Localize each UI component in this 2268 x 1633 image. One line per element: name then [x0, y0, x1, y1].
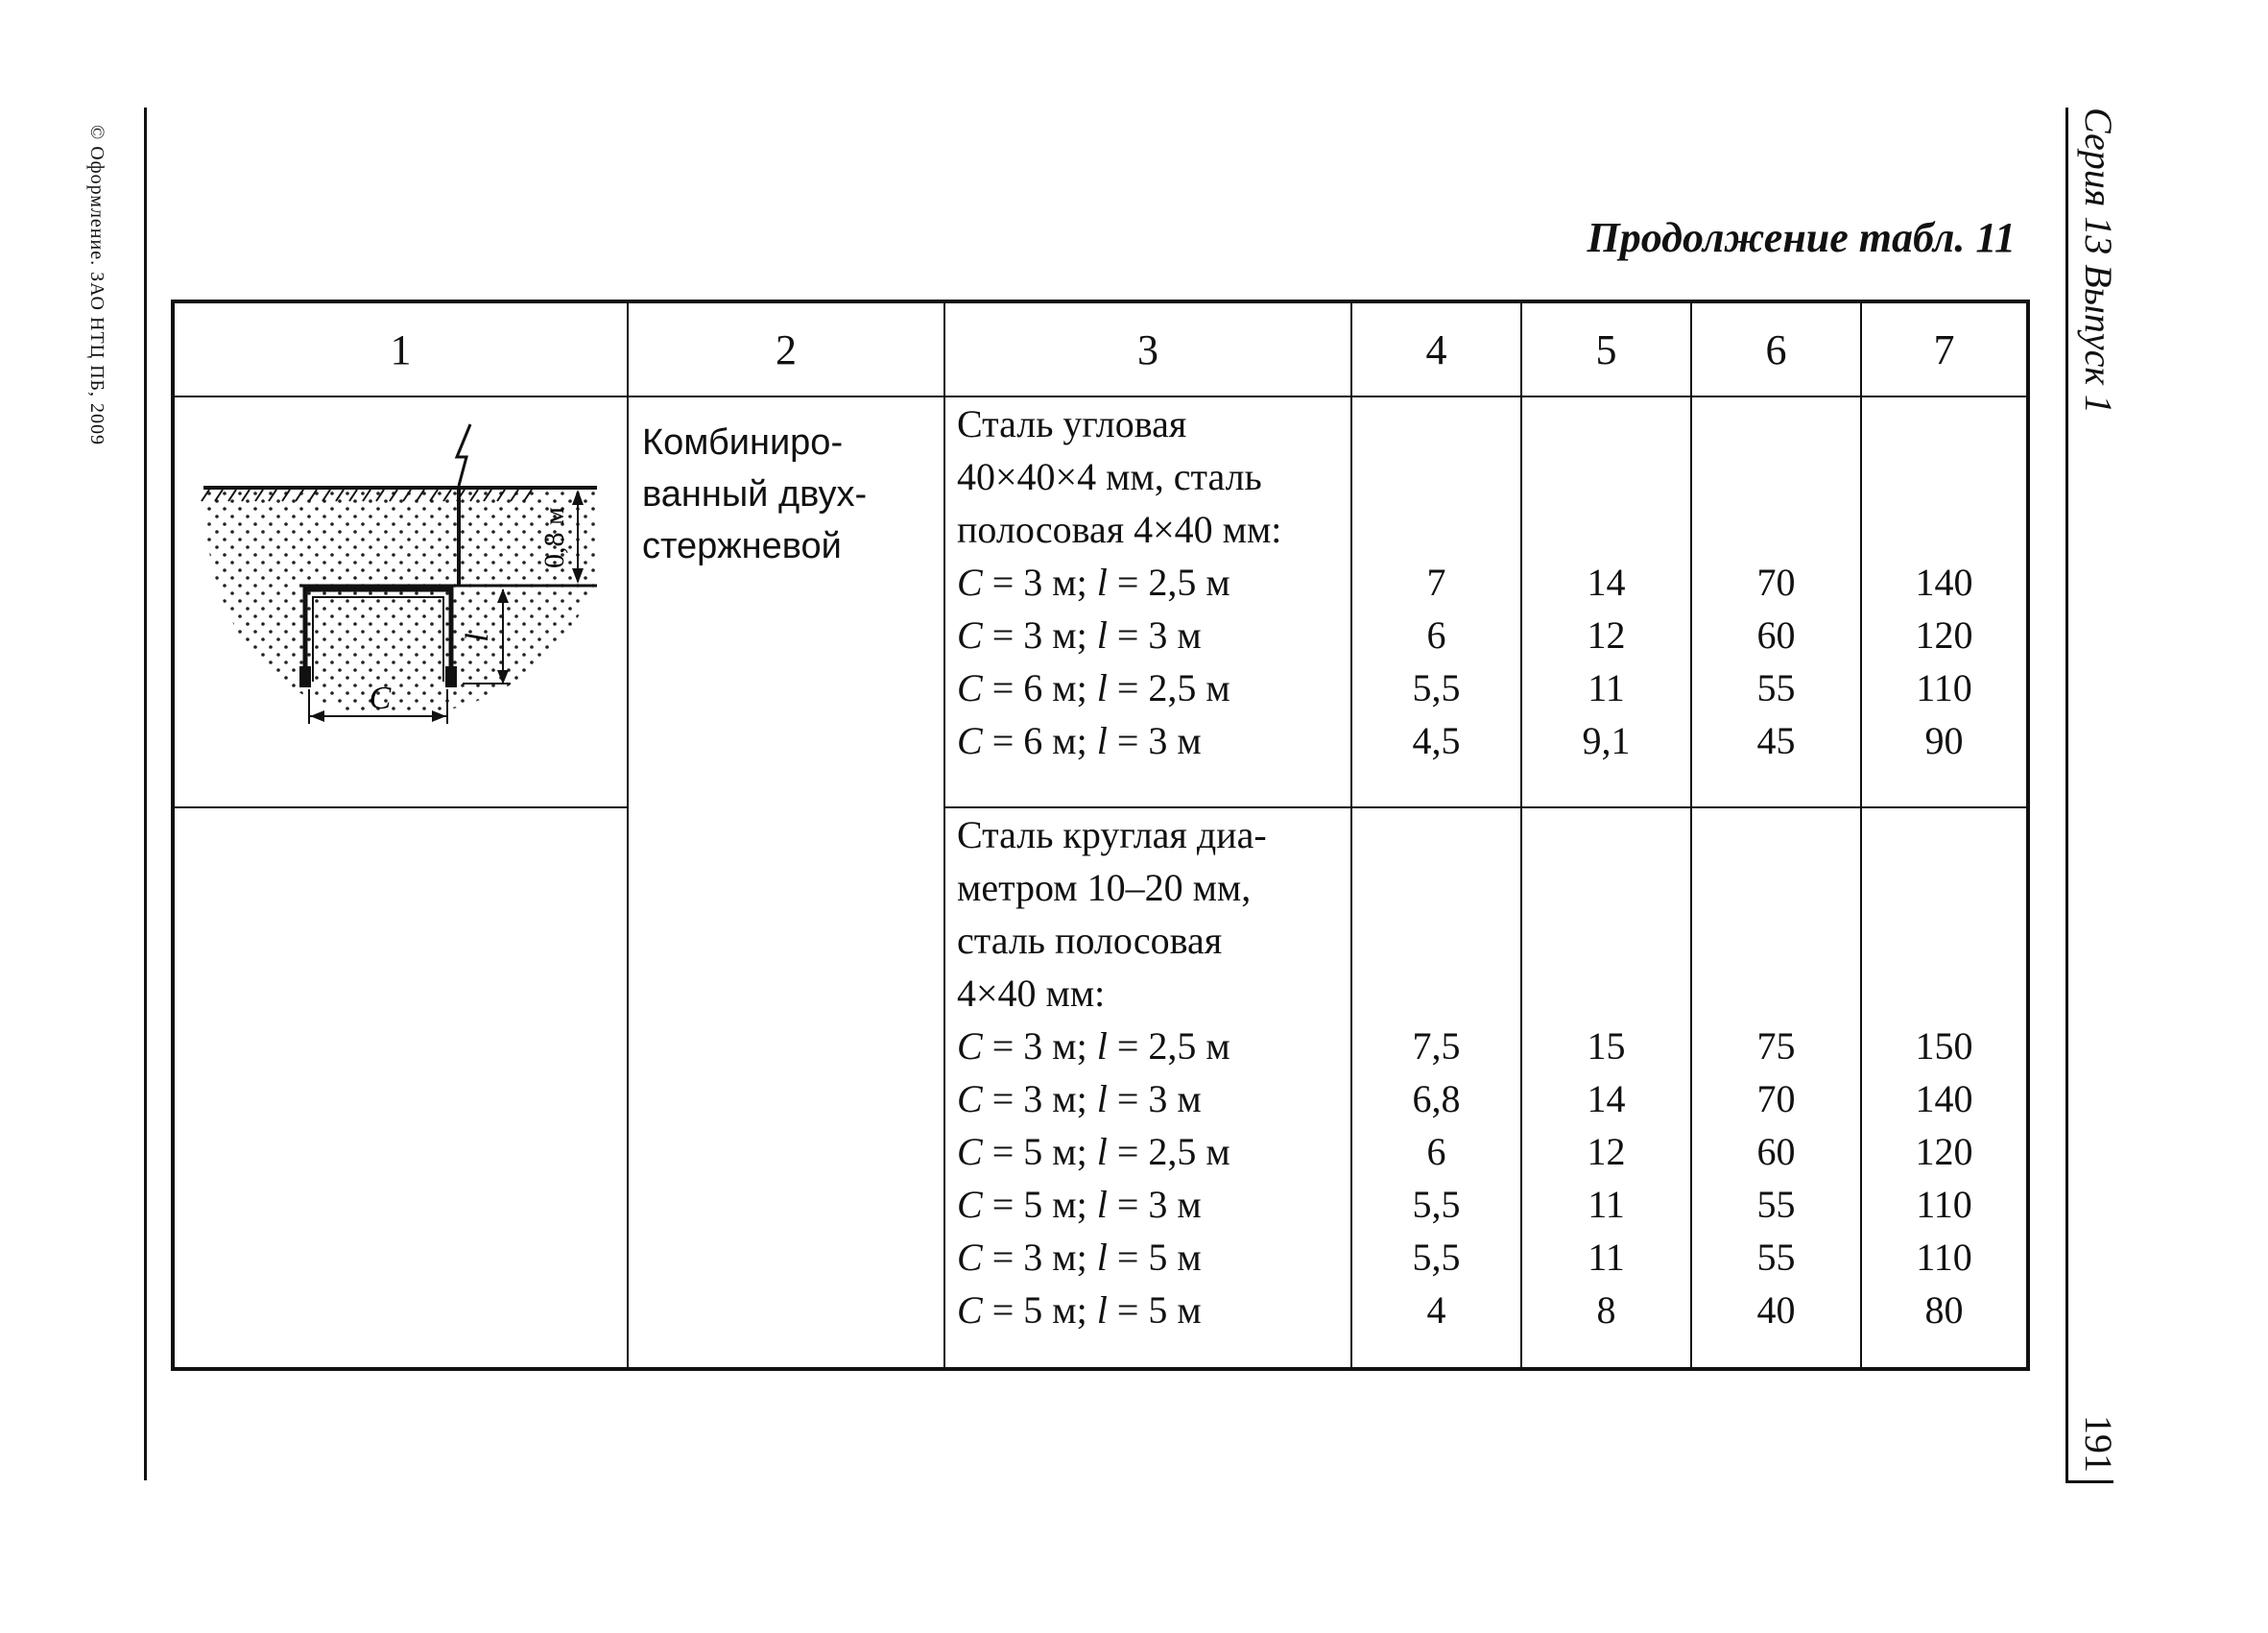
material-description-line: Сталь круглая диа-: [957, 813, 1267, 856]
value-cell: 55: [1756, 1236, 1796, 1279]
header-col-2: 2: [628, 301, 944, 396]
value-cell: 120: [1915, 613, 1973, 657]
right-margin-rule-bottom: [2065, 1480, 2113, 1483]
condition-line: C = 3 м; l = 2,5 м: [957, 561, 1230, 604]
value-cell: 55: [1756, 1183, 1796, 1226]
value-cell: 7,5: [1412, 1024, 1461, 1068]
material-description-line: сталь полосовая: [957, 919, 1223, 962]
value-cell: 140: [1915, 1077, 1973, 1120]
value-cell: 6,8: [1412, 1077, 1461, 1120]
condition-line: C = 3 м; l = 3 м: [957, 613, 1202, 657]
page-number: 191: [2077, 1415, 2120, 1473]
material-cell-group1: [944, 396, 1351, 807]
material-description-line: Сталь угловая: [957, 402, 1187, 445]
value-cell: 4,5: [1412, 719, 1461, 762]
value-cell: 12: [1587, 613, 1626, 657]
table-row: [173, 807, 2028, 1369]
col7-group1: [1861, 396, 2028, 807]
table-row: [173, 396, 2028, 807]
value-cell: 14: [1587, 561, 1626, 604]
value-cell: 7: [1426, 561, 1446, 604]
material-description-line: метром 10–20 мм,: [957, 866, 1252, 909]
lightning-icon: [457, 424, 470, 486]
value-cell: 5,5: [1412, 1183, 1461, 1226]
value-cell: 6: [1426, 613, 1446, 657]
spacing-label: C: [369, 681, 392, 716]
value-cell: 55: [1756, 666, 1796, 709]
rod-length-label: l: [460, 633, 495, 642]
material-description-line: 40×40×4 мм, сталь: [957, 455, 1262, 498]
rod-left: [299, 666, 311, 687]
condition-line: C = 6 м; l = 2,5 м: [957, 666, 1230, 709]
grounding-table: [171, 300, 2030, 1371]
value-cell: 5,5: [1412, 666, 1461, 709]
material-cell-group2: [944, 807, 1351, 1369]
value-cell: 80: [1924, 1288, 1964, 1332]
diagram-cell: [173, 396, 628, 807]
value-cell: 8: [1596, 1288, 1616, 1332]
spacing-arrow-right: [432, 710, 446, 722]
col6-group2: [1691, 807, 1861, 1369]
material-description-line: 4×40 мм:: [957, 972, 1106, 1015]
condition-line: C = 3 м; l = 3 м: [957, 1077, 1202, 1120]
value-cell: 11: [1588, 666, 1625, 709]
electrode-type-line: ванный двух-: [642, 474, 868, 515]
value-cell: 120: [1915, 1130, 1973, 1173]
value-cell: 110: [1916, 1183, 1972, 1226]
table-caption: Продолжение табл. 11: [1587, 214, 2016, 261]
value-cell: 110: [1916, 1236, 1972, 1279]
left-margin-rule: [144, 108, 147, 1480]
condition-line: C = 5 м; l = 5 м: [957, 1288, 1202, 1332]
spacing-arrow-left: [310, 710, 324, 722]
right-margin-rule: [2065, 108, 2068, 1480]
electrode-type-line: Комбиниро-: [642, 422, 844, 463]
condition-line: C = 5 м; l = 2,5 м: [957, 1130, 1230, 1173]
condition-line: C = 6 м; l = 3 м: [957, 719, 1202, 762]
value-cell: 15: [1587, 1024, 1626, 1068]
value-cell: 40: [1756, 1288, 1796, 1332]
value-cell: 12: [1587, 1130, 1626, 1173]
value-cell: 140: [1915, 561, 1973, 604]
value-cell: 5,5: [1412, 1236, 1461, 1279]
value-cell: 110: [1916, 666, 1972, 709]
empty-diagram-cell: [173, 807, 628, 1369]
value-cell: 70: [1756, 561, 1796, 604]
col5-group1: [1521, 396, 1691, 807]
value-cell: 45: [1756, 719, 1796, 762]
electrode-type-cell: [628, 396, 944, 1369]
value-cell: 11: [1588, 1236, 1625, 1279]
col7-group2: [1861, 807, 2028, 1369]
copyright-note: © Оформление. ЗАО НТЦ ПБ, 2009: [86, 125, 107, 446]
header-col-6: 6: [1691, 301, 1861, 396]
value-cell: 11: [1588, 1183, 1625, 1226]
depth-label: 0,8 м: [538, 507, 570, 568]
header-row: [173, 301, 2028, 396]
header-col-3: 3: [944, 301, 1351, 396]
value-cell: 4: [1426, 1288, 1446, 1332]
value-cell: 70: [1756, 1077, 1796, 1120]
condition-line: C = 3 м; l = 5 м: [957, 1236, 1202, 1279]
value-cell: 60: [1756, 1130, 1796, 1173]
header-col-5: 5: [1521, 301, 1691, 396]
header-col-7: 7: [1861, 301, 2028, 396]
electrode-diagram: [175, 397, 630, 806]
header-col-4: 4: [1351, 301, 1521, 396]
condition-line: C = 5 м; l = 3 м: [957, 1183, 1202, 1226]
col4-group2: [1351, 807, 1521, 1369]
series-label: Серия 13 Выпуск 1: [2077, 108, 2120, 415]
electrode-type-line: стержневой: [642, 526, 842, 566]
value-cell: 6: [1426, 1130, 1446, 1173]
value-cell: 14: [1587, 1077, 1626, 1120]
value-cell: 60: [1756, 613, 1796, 657]
col5-group2: [1521, 807, 1691, 1369]
rod-right: [445, 666, 457, 687]
col6-group1: [1691, 396, 1861, 807]
material-description-line: полосовая 4×40 мм:: [957, 508, 1282, 551]
col4-group1: [1351, 396, 1521, 807]
value-cell: 90: [1924, 719, 1964, 762]
value-cell: 75: [1756, 1024, 1796, 1068]
value-cell: 150: [1915, 1024, 1973, 1068]
header-col-1: 1: [173, 301, 628, 396]
condition-line: C = 3 м; l = 2,5 м: [957, 1024, 1230, 1068]
value-cell: 9,1: [1582, 719, 1631, 762]
